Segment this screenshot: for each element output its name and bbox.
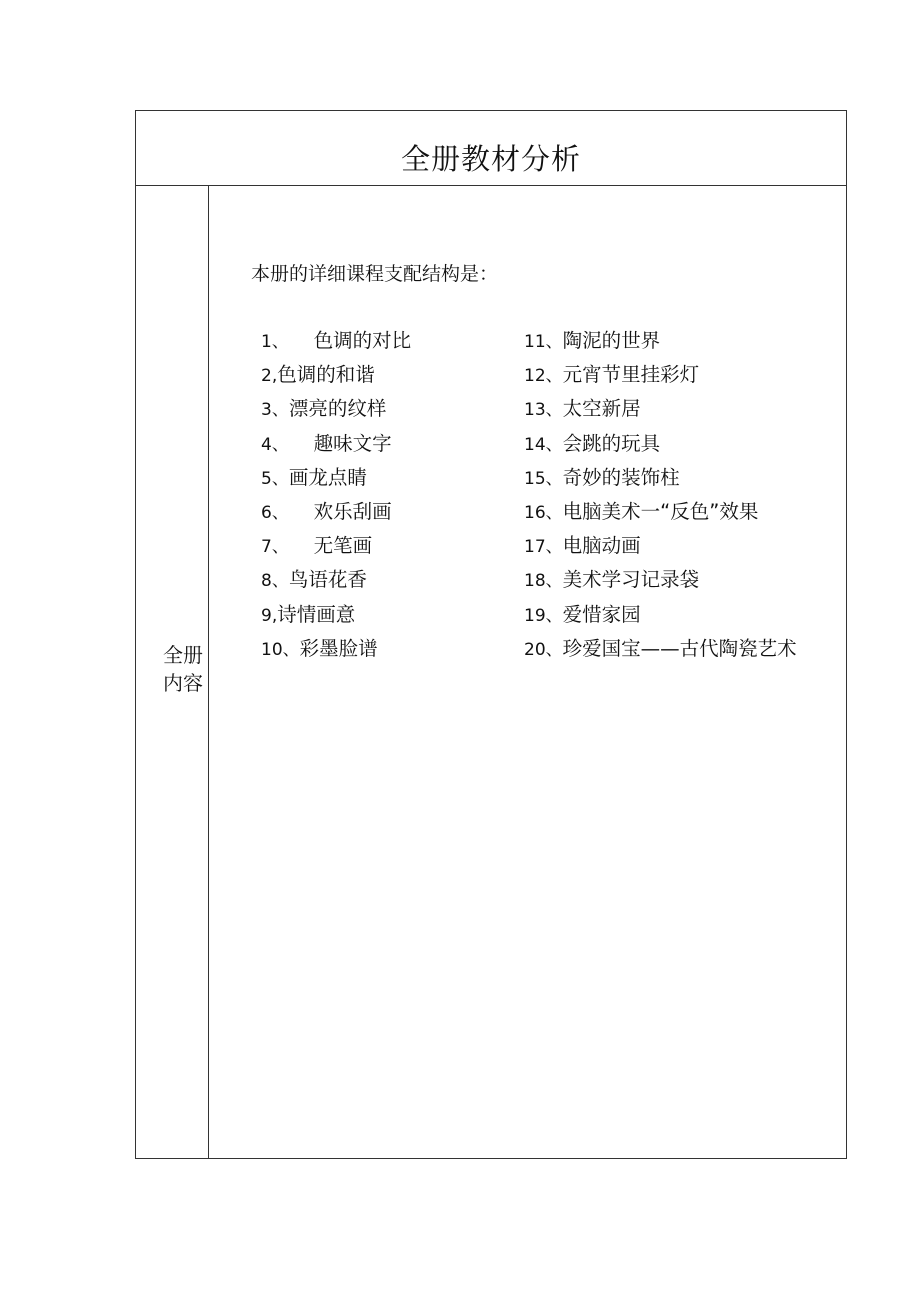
lesson-item <box>261 598 411 632</box>
side-label <box>163 641 209 697</box>
lesson-title: 无笔画 <box>313 534 373 558</box>
lesson-number: 9, <box>261 605 278 626</box>
lesson-number: 6、 <box>261 502 289 523</box>
lesson-item <box>524 563 797 597</box>
lesson-title: 珍爱国宝——古代陶瓷艺术 <box>562 636 797 660</box>
lesson-title: 元宵节里挂彩灯 <box>562 363 700 387</box>
lesson-title: 会跳的玩具 <box>562 431 661 455</box>
lesson-number: 16、 <box>524 502 563 523</box>
lesson-number: 17、 <box>524 537 563 558</box>
lesson-item <box>261 358 411 392</box>
side-label-line-2: 内容 <box>163 671 203 695</box>
lesson-title: 趣味文字 <box>313 431 392 455</box>
lesson-gap <box>289 432 314 455</box>
lesson-number: 1、 <box>261 332 289 352</box>
lesson-item <box>261 632 411 666</box>
lesson-number: 18、 <box>524 571 563 592</box>
lesson-title: 美术学习记录袋 <box>562 568 700 592</box>
lesson-title: 欢乐刮画 <box>313 499 392 523</box>
lesson-column-right <box>524 324 797 666</box>
lesson-item <box>524 495 797 529</box>
lesson-title: 陶泥的世界 <box>562 329 661 352</box>
lesson-title: 爱惜家园 <box>562 602 641 626</box>
lesson-title: 诗情画意 <box>277 602 356 626</box>
lesson-title: 漂亮的纹样 <box>288 397 387 421</box>
lesson-title: 彩墨脸谱 <box>299 636 378 660</box>
content-cell <box>209 186 846 1158</box>
lesson-item <box>261 495 411 529</box>
lesson-number: 20、 <box>524 639 563 660</box>
lesson-number: 5、 <box>261 468 289 489</box>
analysis-table <box>135 110 847 1159</box>
lesson-title: 画龙点睛 <box>288 465 367 489</box>
lesson-item <box>524 358 797 392</box>
lesson-item <box>524 598 797 632</box>
lesson-number: 4、 <box>261 434 289 455</box>
lesson-number: 15、 <box>524 468 563 489</box>
lesson-item <box>261 563 411 597</box>
lesson-title: 鸟语花香 <box>288 568 367 592</box>
lesson-item <box>524 632 797 666</box>
lesson-item <box>261 392 411 426</box>
side-label-cell <box>136 186 209 1159</box>
lesson-item <box>261 529 411 563</box>
lesson-item <box>261 427 411 461</box>
lesson-title: 太空新居 <box>562 397 641 421</box>
lesson-number: 10、 <box>261 639 300 660</box>
lesson-title: 色调的和谐 <box>277 363 375 387</box>
lesson-number: 12、 <box>524 366 563 387</box>
lesson-number: 19、 <box>524 605 563 626</box>
lesson-number: 8、 <box>261 571 289 592</box>
lesson-item <box>524 427 797 461</box>
side-label-line-1: 全册 <box>163 643 203 667</box>
lesson-title: 电脑动画 <box>562 534 641 558</box>
lesson-gap <box>289 534 314 557</box>
lesson-item <box>261 324 411 358</box>
lesson-column-left <box>261 324 411 666</box>
lesson-item <box>524 461 797 495</box>
intro-text: 本册的详细课程支配结构是： <box>251 263 499 285</box>
lesson-number: 3、 <box>261 400 289 421</box>
lesson-gap <box>289 500 314 523</box>
lesson-number: 13、 <box>524 400 563 421</box>
lesson-item <box>524 392 797 426</box>
lesson-number: 2, <box>261 366 278 387</box>
lesson-list <box>209 324 846 684</box>
lesson-title: 奇妙的装饰柱 <box>562 465 680 489</box>
page-title: 全册教材分析 <box>400 142 581 176</box>
lesson-gap <box>289 329 314 352</box>
lesson-item <box>524 529 797 563</box>
lesson-number: 14、 <box>524 434 563 455</box>
lesson-item <box>261 461 411 495</box>
lesson-number: 11、 <box>524 332 563 352</box>
lesson-number: 7、 <box>261 537 289 558</box>
title-row <box>136 111 846 186</box>
lesson-title: 电脑美术一“反色”效果 <box>562 499 759 523</box>
lesson-title: 色调的对比 <box>313 329 412 352</box>
lesson-item <box>524 324 797 358</box>
